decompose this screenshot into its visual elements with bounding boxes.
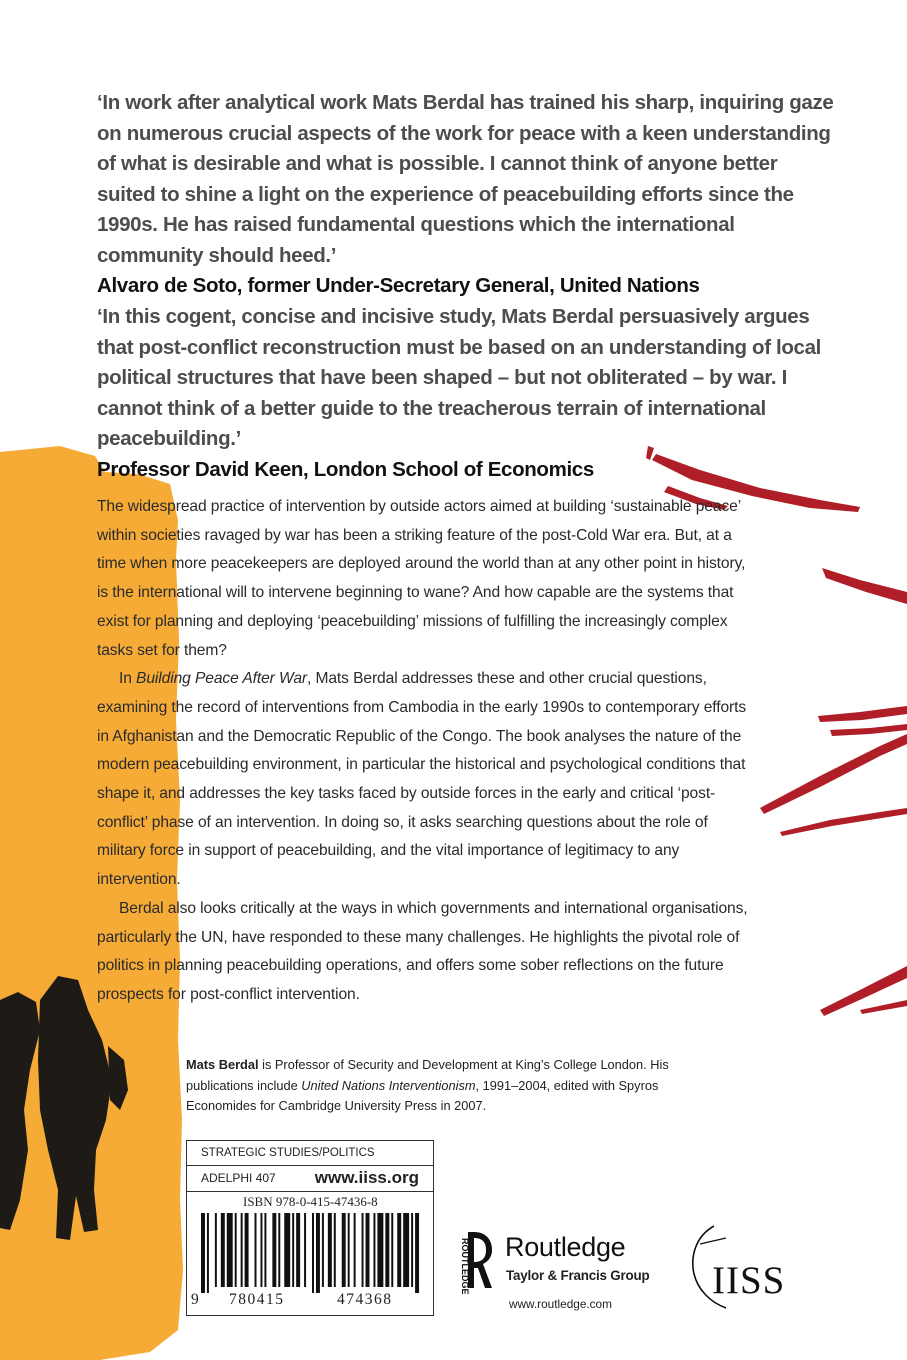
barcode-digit-lead: 9 (191, 1291, 199, 1308)
barcode-bar (227, 1213, 233, 1287)
book-description (97, 493, 757, 1010)
author-bio (186, 1055, 706, 1117)
barcode-bar (264, 1213, 266, 1287)
barcode-digit-group-2: 474368 (337, 1291, 393, 1308)
barcode-bar (354, 1213, 356, 1287)
routledge-vertical-label: ROUTLEDGE (460, 1238, 470, 1295)
paragraph-lead: In (119, 670, 137, 688)
author-name: Mats Berdal (186, 1057, 259, 1072)
barcode-bar (260, 1213, 262, 1287)
routledge-logo-icon (456, 1228, 496, 1302)
barcode-bar (385, 1213, 389, 1287)
barcode-bar (316, 1213, 320, 1293)
isbn-number: ISBN 978-0-415-47436-8 (243, 1194, 378, 1209)
bio-book-title: United Nations Interventionism (301, 1077, 476, 1093)
barcode-bar (215, 1213, 217, 1287)
iiss-logo-text: IISS (712, 1259, 786, 1302)
barcode-bar (241, 1213, 243, 1287)
barcode-bar (391, 1213, 393, 1287)
subject-category: STRATEGIC STUDIES/POLITICS (187, 1141, 433, 1166)
barcode-bar (397, 1213, 401, 1287)
endorsement-quote-2 (97, 302, 837, 485)
endorsement-quote-1 (97, 88, 837, 302)
publisher-url: www.routledge.com (509, 1297, 612, 1311)
series-row (187, 1165, 433, 1192)
barcode-bar (366, 1213, 370, 1287)
paragraph-body: , Mats Berdal addresses these and other crucial questions, examining the record of interventions from Cambodia in the early 1990s to contemporary efforts in Afghanistan and the Democratic Republic of the Congo. The book analyses the nature of the modern peacebuilding environment, in particular the historical and psychological conditions that shape it, and addresses the key tasks faced by outside forces in the early and critical ‘post-conflict’ phase of an intervention. In doing so, it asks searching questions about the role of military force in support of peacebuilding, and the vital importance of legitimacy to any intervention. (97, 670, 747, 889)
quote-attribution: Alvaro de Soto, former Under-Secretary General, United Nations (97, 274, 700, 297)
barcode-bar (403, 1213, 409, 1287)
description-paragraph-1: The widespread practice of intervention by outside actors aimed at building ‘sustainable peace’ within societies ravaged by war has been a striking feature of the post-Cold War era. But, at a time when more peacekeepers are deployed around the world than at any other point in history, is the international will to intervene beginning to wane? And how capable are the systems that exist for planning and deploying ‘peacebuilding’ missions of fulfilling the increasingly complex tasks set for them? (97, 498, 746, 659)
publisher-name: Routledge (505, 1232, 626, 1262)
barcode-bar (348, 1213, 350, 1287)
quote-attribution: Professor David Keen, London School of Economics (97, 457, 594, 481)
iiss-website: www.iiss.org (314, 1168, 419, 1187)
barcode-bar (284, 1213, 290, 1287)
publisher-group: Taylor & Francis Group (506, 1268, 650, 1283)
barcode-bar (328, 1213, 332, 1287)
barcode-bar (292, 1213, 294, 1287)
barcode-bar (221, 1213, 225, 1287)
barcode-digit-group-1: 780415 (229, 1291, 285, 1308)
book-title: Building Peace After War (136, 670, 307, 688)
description-paragraph-3: Berdal also looks critically at the ways in which governments and international organisations, particularly the UN, have responded to these many challenges. He highlights the pivotal role of politics in planning peacebuilding operations, and offers some sober reflections on the future prospects for post-conflict intervention. (97, 899, 748, 1003)
barcode (201, 1213, 423, 1293)
barcode-bar (322, 1213, 324, 1287)
barcode-bar (296, 1213, 300, 1287)
barcode-bar (272, 1213, 276, 1287)
barcode-bar (362, 1213, 364, 1287)
barcode-bar (304, 1213, 306, 1287)
bio-text: , 1991–2004, edited with Spyros Economides for Cambridge University Press in 2007. (186, 1077, 659, 1113)
barcode-bar (373, 1213, 375, 1287)
quote-text: ‘In this cogent, concise and incisive study, Mats Berdal persuasively argues that post-conflict reconstruction must be based on an understanding of local political structures that have been shaped – but not obliterated – by war. I cannot think of a better guide to the treacherous terrain of international peacebuilding.’ (97, 305, 821, 450)
barcode-bar (245, 1213, 249, 1287)
bio-text: is Professor of Security and Development at King’s College London. His publications include (186, 1057, 669, 1093)
barcode-bar (312, 1213, 314, 1293)
barcode-bar (235, 1213, 237, 1287)
isbn-barcode-box (186, 1140, 434, 1316)
description-paragraph-2 (97, 665, 757, 895)
barcode-bar (201, 1213, 205, 1293)
barcode-bar (207, 1213, 209, 1293)
barcode-bar (411, 1213, 413, 1287)
barcode-bar (334, 1213, 336, 1287)
barcode-bar (415, 1213, 419, 1293)
barcode-bar (342, 1213, 346, 1287)
quote-text: ‘In work after analytical work Mats Berdal has trained his sharp, inquiring gaze on numerous crucial aspects of the work for peace with a keen understanding of what is desirable and what is possible. I cannot think of anyone better suited to shine a light on the experience of peacebuilding efforts since the 1990s. He has raised fundamental questions which the international community should heed.’ (97, 91, 834, 267)
series-number: ADELPHI 407 (201, 1171, 276, 1185)
barcode-bar (255, 1213, 257, 1287)
barcode-bar (377, 1213, 383, 1287)
barcode-bar (278, 1213, 280, 1287)
